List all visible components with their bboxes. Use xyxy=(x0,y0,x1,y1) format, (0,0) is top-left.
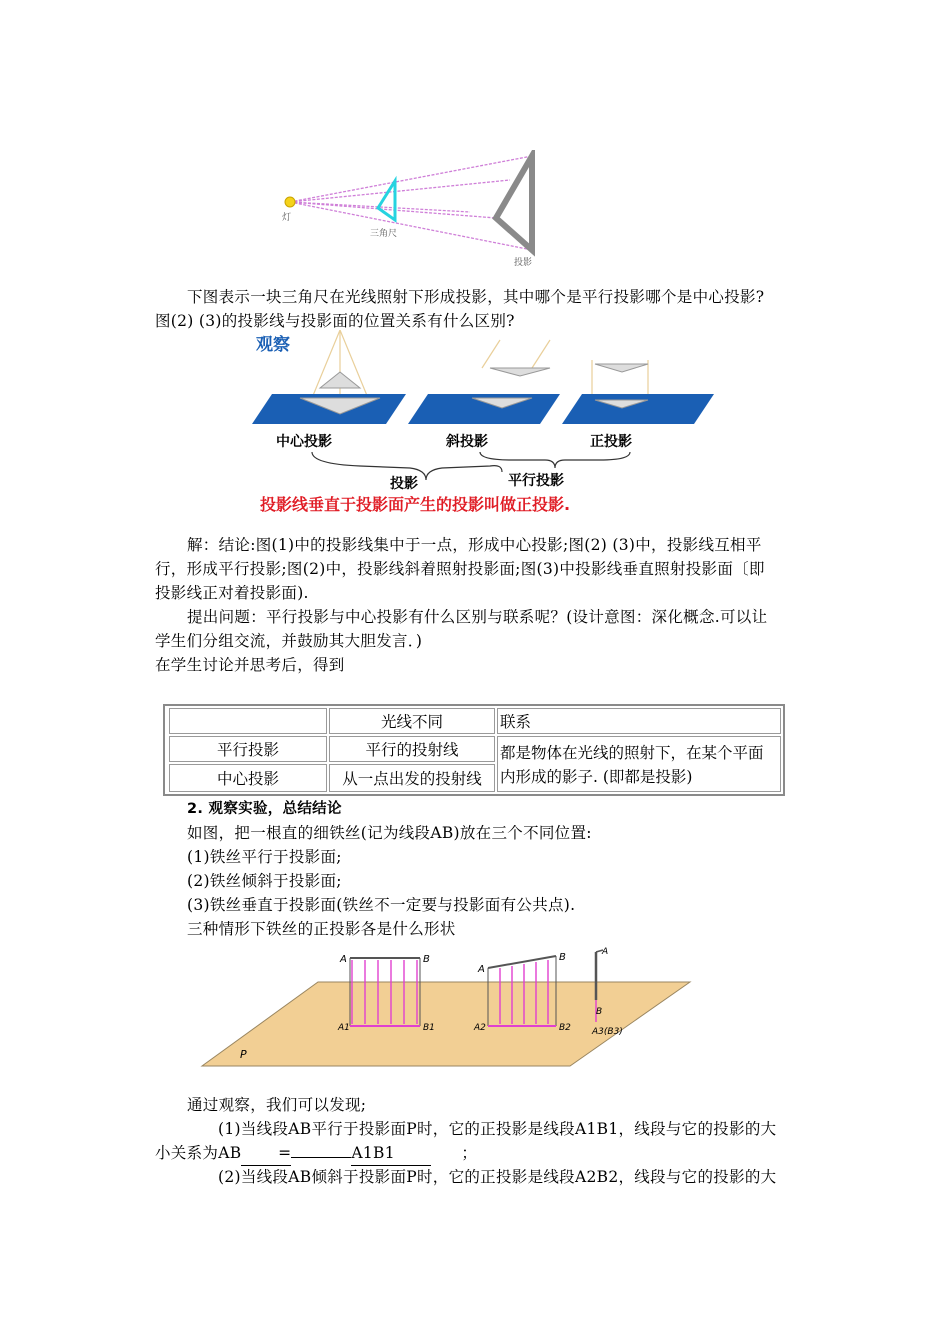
label-a2: A2 xyxy=(474,1023,486,1033)
lamp-icon xyxy=(285,197,295,207)
discussion-text: 在学生讨论并思考后，得到 xyxy=(155,656,345,674)
comparison-table xyxy=(163,704,785,796)
projection-plane-p xyxy=(202,982,690,1066)
section-2-line-4: (3)铁丝垂直于投影面(铁丝不一定要与投影面有公共点). xyxy=(187,896,576,914)
label-a-case2: A xyxy=(478,964,485,975)
table-header-empty xyxy=(169,708,327,734)
projection-label: 投影 xyxy=(390,476,418,492)
observation-intro: 通过观察，我们可以发现; xyxy=(187,1096,367,1114)
projection-types-figure xyxy=(250,330,720,515)
table-header-light: 光线不同 xyxy=(329,708,495,734)
table-row2-name: 中心投影 xyxy=(169,764,327,792)
oblique-projection-label: 斜投影 xyxy=(446,434,488,450)
triangle-ruler-shape xyxy=(378,181,395,220)
lamp-label: 灯 xyxy=(282,213,292,223)
table-relation-cell: 都是物体在光线的照射下，在某个平面内形成的影子. (即都是投影) xyxy=(497,736,781,792)
section-2-line-2: (1)铁丝平行于投影面; xyxy=(187,848,342,866)
parallel-brace xyxy=(480,452,630,468)
label-b-case2: B xyxy=(559,952,566,963)
wire-projection-figure xyxy=(200,942,694,1072)
label-b: B xyxy=(423,954,430,965)
label-a3b3: A3(B3) xyxy=(592,1027,623,1037)
ruler-label: 三角尺 xyxy=(370,229,398,239)
answer-equal-sign: = xyxy=(278,1144,292,1162)
central-projection-label: 中心投影 xyxy=(276,434,332,450)
observation-line-2-end: ； xyxy=(461,1144,478,1162)
section-2-line-5: 三种情形下铁丝的正投影各是什么形状 xyxy=(187,920,456,938)
table-row1-light: 平行的投射线 xyxy=(329,736,495,762)
section-2-line-1: 如图，把一根直的细铁丝(记为线段AB)放在三个不同位置: xyxy=(187,824,592,842)
label-a-case3: A xyxy=(602,947,609,957)
label-a: A xyxy=(340,954,347,965)
paragraph-1-line-1: 下图表示一块三角尺在光线照射下形成投影，其中哪个是平行投影哪个是中心投影? xyxy=(187,288,765,306)
paragraph-1-line-2: 图(2) (3)的投影线与投影面的位置关系有什么区别? xyxy=(155,312,515,330)
observe-title: 观察 xyxy=(256,335,290,355)
label-b1: B1 xyxy=(423,1023,435,1033)
orthographic-definition-caption: 投影线垂直于投影面产生的投影叫做正投影. xyxy=(260,495,571,514)
section-2-heading: 2. 观察实验，总结结论 xyxy=(187,801,342,817)
projection-lines xyxy=(290,156,532,250)
central-projection-figure xyxy=(270,150,550,272)
shadow-label: 投影 xyxy=(514,258,533,268)
shadow-triangle-shape xyxy=(496,156,532,250)
solution-line-3: 投影线正对着投影面). xyxy=(155,584,309,602)
label-p: P xyxy=(240,1048,247,1061)
table-row1-name: 平行投影 xyxy=(169,736,327,762)
observation-line-2-start: 小关系为AB xyxy=(155,1144,242,1162)
observation-line-3: (2)当线段AB倾斜于投影面P时，它的正投影是线段A2B2，线段与它的投影的大 xyxy=(218,1168,777,1186)
orthographic-projection-label: 正投影 xyxy=(590,434,632,450)
question-line-1: 提出问题：平行投影与中心投影有什么区别与联系呢？(设计意图：深化概念.可以让 xyxy=(187,608,768,626)
table-header-relation: 联系 xyxy=(497,708,781,734)
question-line-2: 学生们分组交流，并鼓励其大胆发言．) xyxy=(155,632,423,650)
solution-line-1: 解：结论:图(1)中的投影线集中于一点，形成中心投影;图(2) (3)中，投影线互相平 xyxy=(187,536,762,554)
answer-blank-2 xyxy=(291,1157,351,1158)
answer-blank-1 xyxy=(241,1141,291,1166)
observation-line-2 xyxy=(155,1141,477,1166)
section-2-line-3: (2)铁丝倾斜于投影面; xyxy=(187,872,342,890)
label-b2: B2 xyxy=(559,1023,571,1033)
plane-orthographic xyxy=(562,394,714,424)
label-b-case3: B xyxy=(596,1007,603,1017)
solution-line-2: 行，形成平行投影;图(2)中，投影线斜着照射投影面;图(3)中投影线垂直照射投影面〔即 xyxy=(155,560,765,578)
label-a1: A1 xyxy=(338,1023,350,1033)
observation-line-1: (1)当线段AB平行于投影面P时，它的正投影是线段A1B1，线段与它的投影的大 xyxy=(218,1120,777,1138)
parallel-projection-label: 平行投影 xyxy=(508,473,564,489)
table-row2-light: 从一点出发的投射线 xyxy=(329,764,495,792)
observation-line-2-a1b1: A1B1 xyxy=(351,1141,431,1166)
